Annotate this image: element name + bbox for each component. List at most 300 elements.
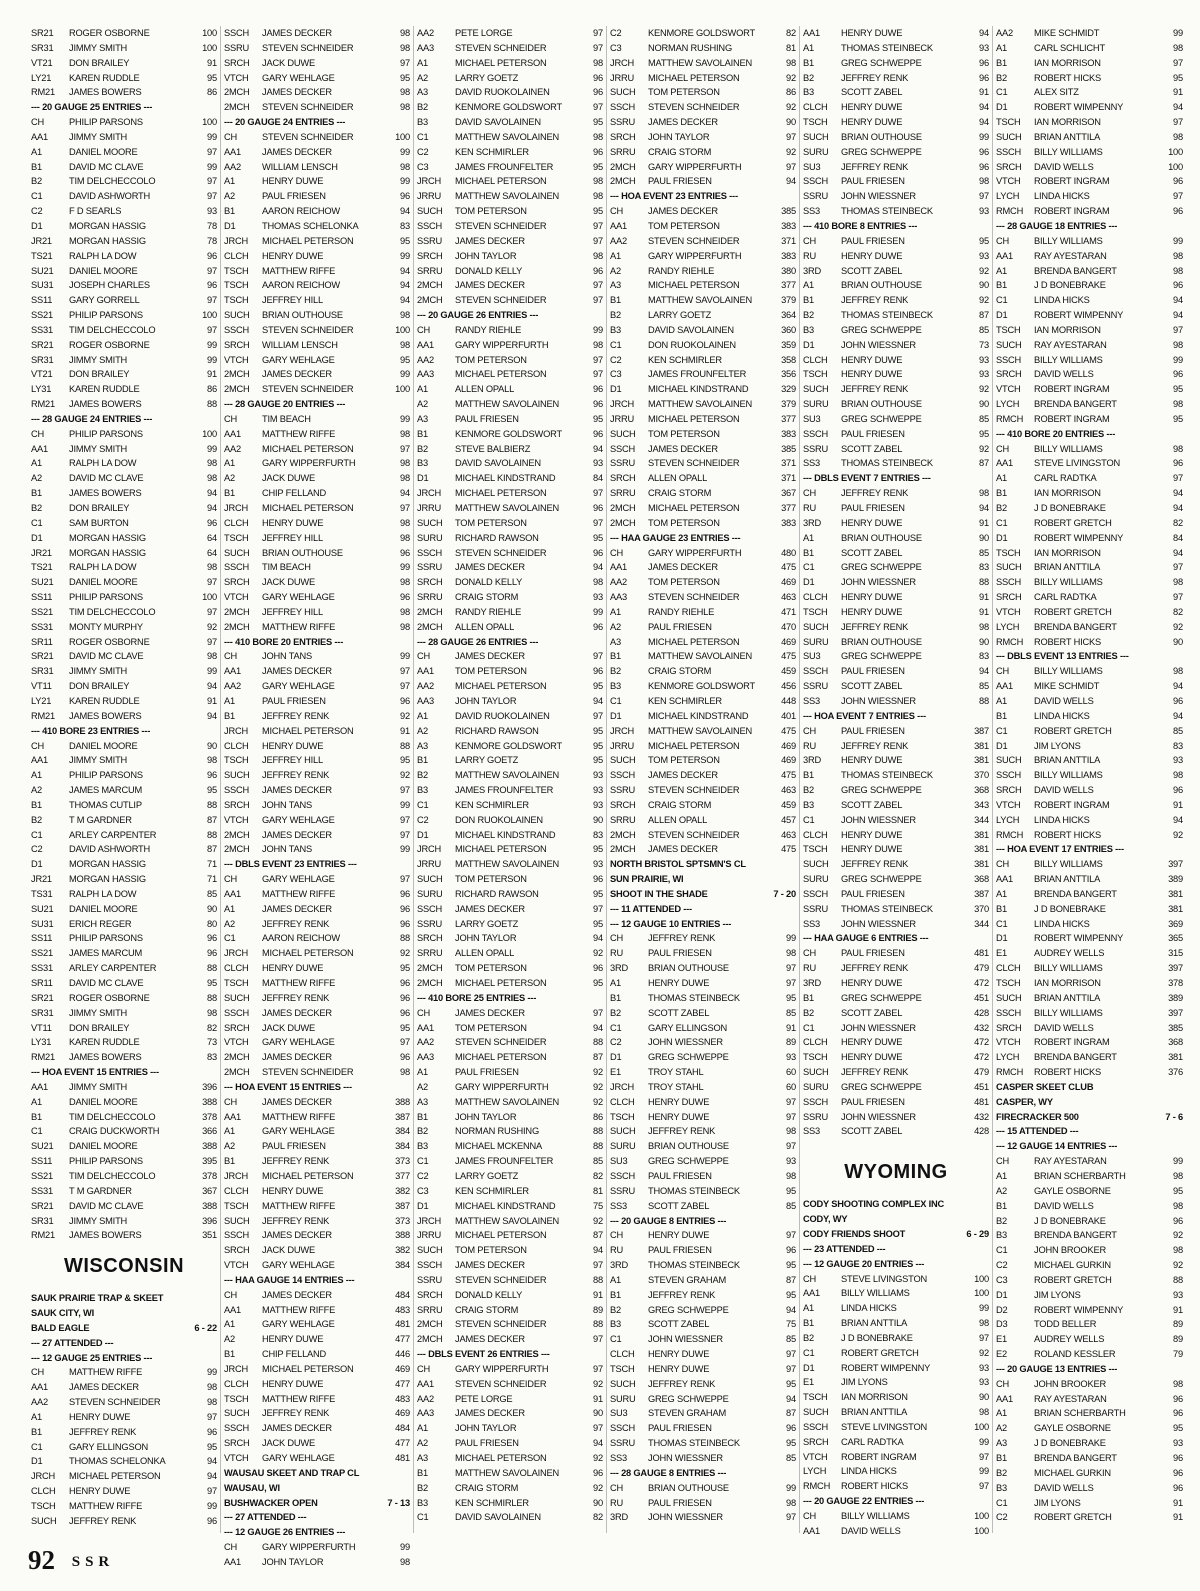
score-row [417,649,603,664]
score-value: 92 [786,146,796,157]
class-code: D3 [996,1319,1008,1330]
score-value: 92 [400,710,410,721]
score-row [803,1110,989,1125]
shooter-name: SAM BURTON [69,517,129,528]
shooter-name: KENMORE GOLDSWORT [455,740,562,751]
class-code: D2 [996,1304,1008,1315]
class-code: RU [803,503,817,513]
shooter-name: F D SEARLS [69,206,122,217]
shooter-name: GREG SCHWEPPE [841,324,922,335]
score-row [31,531,217,546]
shooter-name: KAREN RUDDLE [69,1037,140,1048]
score-value: 98 [786,1126,796,1137]
score-value: 90 [979,280,989,291]
score-row [996,442,1183,457]
score-row [996,323,1183,338]
score-row [996,1317,1183,1332]
score-value: 343 [974,799,989,810]
score-row [224,1406,410,1421]
score-row [224,249,410,264]
score-value: 463 [781,785,796,796]
event-header: --- 12 GAUGE 14 ENTRIES --- [996,1141,1118,1152]
score-value: 94 [400,265,410,276]
page-number: 92 [28,1545,55,1575]
score-value: 100 [395,131,410,142]
score-row [610,664,796,679]
class-code: SU31 [31,280,54,291]
score-value: 83 [593,829,603,840]
score-row [417,560,603,575]
class-code: AA3 [417,1408,434,1419]
event-header: --- 12 GAUGE 10 ENTRIES --- [610,918,732,929]
score-row [417,739,603,754]
class-code: TSCH [224,755,249,766]
score-row [417,946,603,961]
class-code: SU21 [31,265,54,276]
event-header: --- 20 GAUGE 13 ENTRIES --- [996,1363,1118,1374]
score-value: 97 [786,1096,796,1107]
score-value: 98 [1173,250,1183,261]
class-code: SSCH [224,562,250,573]
score-value: 99 [400,369,410,380]
score-row [803,783,989,798]
score-row [610,382,796,397]
score-row [803,1316,989,1331]
score-row [803,41,989,56]
shooter-name: ARLEY CARPENTER [69,963,157,974]
class-code: A2 [417,1081,428,1092]
shooter-name: KEN SCHMIRLER [455,146,529,157]
shooter-name: JEFFREY RENK [69,1426,137,1437]
class-code: SSCH [996,770,1022,781]
shooter-name: ROBERT HICKS [1034,636,1101,647]
shooter-name: PHILIP PARSONS [69,933,143,944]
score-row [996,516,1183,531]
score-value: 329 [781,384,796,395]
class-code: SSCH [610,443,636,454]
score-row [610,709,796,724]
class-code: CLCH [224,963,249,974]
score-value: 91 [979,517,989,528]
score-row [996,264,1183,279]
shooter-name: SCOTT ZABEL [841,681,903,692]
score-row [417,501,603,516]
class-code: CH [803,725,817,736]
shooter-name: THOMAS STEINBECK [648,1260,740,1271]
score-value: 99 [400,844,410,855]
class-code: B1 [224,1349,235,1360]
shooter-name: DAVID SAVOLAINEN [648,324,734,335]
class-code: AA1 [803,28,820,38]
score-row [417,887,603,902]
score-row [31,1139,217,1154]
class-code: A1 [224,176,235,187]
score-row [803,531,989,546]
shooter-name: HENRY DUWE [648,1349,710,1360]
score-value: 94 [207,1456,217,1467]
score-row [417,1288,603,1303]
shooter-name: MICHAEL PETERSON [455,681,547,692]
class-code: SRCH [610,799,636,810]
shooter-name: JIMMY SMITH [69,1215,128,1226]
shooter-name: DAVID MC CLAVE [69,1200,144,1211]
shooter-name: JAMES DECKER [455,1408,525,1419]
class-code: B1 [803,547,814,558]
club-info: WAUSAU SKEET AND TRAP CL [224,1467,360,1478]
score-row [31,264,217,279]
shooter-name: HENRY DUWE [262,517,324,528]
class-code: B3 [803,324,814,335]
shooter-name: JAMES DECKER [262,1423,332,1434]
class-code: A1 [31,1096,42,1107]
results-column [221,26,414,1567]
event-header: --- 28 GAUGE 18 ENTRIES --- [996,220,1118,231]
page-footer [28,1545,114,1576]
score-row [803,1479,989,1494]
score-value: 98 [786,57,796,68]
shooter-name: JAMES DECKER [648,770,718,781]
shooter-name: PAUL FRIESEN [841,176,905,187]
score-row [31,308,217,323]
shooter-name: RALPH LA DOW [69,888,137,899]
score-row [610,501,796,516]
score-row [803,560,989,575]
shooter-name: ALLEN OPALL [455,621,515,632]
shooter-name: JEFFREY RENK [648,1289,716,1300]
shooter-name: JAMES DECKER [455,651,525,662]
class-code: C1 [996,1245,1008,1256]
class-code: SSCH [417,547,443,558]
class-code: JRRU [417,1230,441,1241]
score-value: 99 [1173,1156,1183,1167]
score-value: 98 [207,458,217,469]
shooter-name: THOMAS STEINBECK [841,42,933,53]
score-value: 100 [974,1511,989,1521]
class-code: CH [417,651,431,662]
class-code: SSCH [417,1260,443,1271]
shooter-name: JACK DUWE [262,473,315,484]
shooter-name: TIM DELCHECCOLO [69,1111,156,1122]
score-value: 95 [593,888,603,899]
class-code: 2MCH [417,621,443,632]
score-row [224,1050,410,1065]
score-row [224,412,410,427]
class-code: CH [610,1230,624,1241]
score-value: 85 [979,413,989,424]
shooter-name: JEFFREY RENK [841,740,909,751]
shooter-name: HENRY DUWE [648,1230,710,1241]
shooter-name: DON BRAILEY [69,1022,130,1033]
score-row [224,427,410,442]
score-value: 98 [207,1397,217,1408]
class-code: C1 [803,562,815,573]
shooter-name: TOM PETERSON [455,517,527,528]
score-row [31,917,217,932]
score-value: 92 [1173,1260,1183,1271]
shooter-name: MICHAEL PETERSON [262,503,354,513]
shooter-name: JACK DUWE [262,57,315,68]
score-row [224,1199,410,1214]
class-code: SSCH [996,577,1022,588]
class-code: SUCH [417,874,443,885]
score-row [224,26,410,41]
score-row [31,427,217,442]
shooter-name: MIKE SCHMIDT [1034,28,1100,38]
class-code: B1 [996,903,1007,914]
score-value: 92 [593,1067,603,1078]
score-value: 370 [974,770,989,781]
score-value: 89 [1173,1334,1183,1345]
score-value: 93 [593,770,603,781]
score-value: 94 [593,562,603,573]
score-row [610,1273,796,1288]
class-code: B2 [31,503,42,513]
shooter-name: DAVID WELLS [1034,1022,1094,1033]
score-value: 96 [207,1426,217,1437]
score-value: 98 [400,339,410,350]
class-code: SUCH [417,517,443,528]
score-row [31,1214,217,1229]
event-header: --- 410 BORE 25 ENTRIES --- [417,992,537,1003]
score-row [610,1332,796,1347]
score-row [996,575,1183,590]
score-value: 484 [395,1289,410,1300]
score-value: 97 [786,161,796,172]
shooter-name: MATTHEW SAVOLAINEN [455,131,560,142]
score-value: 388 [202,1096,217,1107]
class-code: TSCH [610,1363,635,1374]
event-header: --- HAA GAUGE 14 ENTRIES --- [224,1274,355,1285]
score-row [996,456,1183,471]
shooter-name: HENRY DUWE [262,1334,324,1345]
event-header: --- 410 BORE 20 ENTRIES --- [224,636,344,647]
class-code: A1 [31,146,42,157]
score-row [803,115,989,130]
class-code: B1 [803,1318,814,1329]
class-code: VT11 [31,681,52,692]
score-value: 95 [786,992,796,1003]
score-value: 97 [593,1007,603,1018]
score-value: 97 [593,102,603,113]
shooter-name: LINDA HICKS [1034,191,1090,202]
class-code: SUCH [803,384,829,395]
magazine-brand: SSR [71,1554,115,1571]
class-code: SSCH [803,1421,829,1432]
score-row [31,1006,217,1021]
shooter-name: GREG SCHWEPPE [648,1052,729,1063]
class-code: 2MCH [610,517,636,528]
score-value: 368 [974,874,989,885]
score-value: 383 [781,250,796,261]
score-row [610,1347,796,1362]
score-row [31,590,217,605]
class-code: AA1 [417,1378,434,1389]
shooter-name: SCOTT ZABEL [841,799,903,810]
class-code: A1 [996,265,1007,276]
score-value: 97 [979,191,989,202]
score-row [417,1273,603,1288]
score-value: 96 [207,250,217,261]
shooter-name: MATTHEW RIFFE [262,1200,336,1211]
class-code: C2 [31,844,43,855]
score-row [31,798,217,813]
shooter-name: BRIAN ANTTILA [1034,874,1101,885]
score-value: 84 [593,473,603,484]
class-code: TSCH [996,547,1021,558]
shooter-name: PAUL FRIESEN [841,888,905,899]
shooter-name: DAVID WELLS [1034,369,1094,380]
score-row [224,753,410,768]
class-code: AA1 [803,1525,820,1536]
score-row [224,813,410,828]
event-header: --- HOA EVENT 23 ENTRIES --- [610,191,738,202]
shooter-name: MORGAN HASSIG [69,220,146,231]
score-value: 97 [1173,324,1183,335]
shooter-name: MORGAN HASSIG [69,859,146,870]
event-header: --- DBLS EVENT 23 ENTRIES --- [224,859,357,870]
score-row [803,501,989,516]
score-value: 87 [207,814,217,825]
shooter-name: JEFFREY RENK [262,1408,330,1419]
class-code: SRCH [417,933,443,944]
class-code: SU3 [610,1156,628,1167]
shooter-name: JAMES DECKER [455,1007,525,1018]
score-row [996,931,1183,946]
class-code: CLCH [224,517,249,528]
class-code: B3 [417,1497,428,1508]
shooter-name: J D BONEBRAKE [841,1332,913,1343]
shooter-name: THOMAS STEINBECK [841,458,933,469]
score-value: 97 [593,710,603,721]
score-value: 90 [1173,636,1183,647]
class-code: TSCH [224,1393,249,1404]
class-code: SSCH [996,1007,1022,1018]
class-code: SRCH [996,785,1022,796]
class-code: SSCH [224,1423,250,1434]
score-row [803,174,989,189]
shooter-name: JOHN BROOKER [1034,1245,1106,1256]
score-row [224,1288,410,1303]
class-code: A1 [610,250,621,261]
class-code: JRCH [417,176,441,187]
shooter-name: GARY WEHLAGE [262,1126,335,1137]
shooter-name: JACK DUWE [262,577,315,588]
score-value: 60 [786,1081,796,1092]
shooter-name: JACK DUWE [262,1022,315,1033]
club-info: CASPER SKEET CLUB [996,1081,1094,1092]
class-code: 3RD [803,265,821,276]
score-value: 380 [781,265,796,276]
class-code: TSCH [803,844,828,855]
score-row [224,917,410,932]
score-value: 92 [1173,621,1183,632]
score-value: 97 [593,295,603,306]
score-value: 90 [979,532,989,543]
shooter-name: PHILIP PARSONS [69,592,143,603]
score-row [996,501,1183,516]
score-value: 100 [202,592,217,603]
score-value: 480 [781,547,796,558]
score-value: 92 [400,770,410,781]
score-value: 477 [395,1378,410,1389]
class-code: SSRU [224,42,250,53]
score-row [31,560,217,575]
class-code: JRRU [610,72,634,83]
score-row [31,1080,217,1095]
score-row [31,1514,217,1529]
class-code: 2MCH [417,1334,443,1345]
score-value: 88 [593,1037,603,1048]
score-value: 96 [207,1515,217,1526]
shooter-name: ROBERT INGRAM [1034,206,1110,217]
score-row [417,813,603,828]
score-value: 100 [974,1421,989,1432]
event-header: --- DBLS EVENT 13 ENTRIES --- [996,651,1129,662]
shooter-name: BRENDA BANGERT [1034,888,1117,899]
score-row [224,234,410,249]
score-row [417,293,603,308]
score-value: 85 [207,888,217,899]
score-row [417,1154,603,1169]
score-row [803,1435,989,1450]
class-code: B1 [610,1289,621,1300]
score-row [31,946,217,961]
class-code: E1 [803,1377,814,1388]
class-code: C3 [610,369,622,380]
class-code: C1 [610,339,622,350]
score-value: 385 [1168,1022,1183,1033]
score-value: 96 [786,1245,796,1256]
score-value: 98 [400,532,410,543]
score-row [610,1110,796,1125]
shooter-name: PETE LORGE [455,28,513,38]
shooter-name: PAUL FRIESEN [648,1497,712,1508]
shooter-name: KENMORE GOLDSWORT [648,681,755,692]
event-header: --- 28 GAUGE 8 ENTRIES --- [610,1467,727,1478]
shooter-name: DON BRAILEY [69,57,130,68]
score-value: 86 [593,1111,603,1122]
score-row [996,204,1183,219]
score-value: 360 [781,324,796,335]
class-code: SS31 [31,324,53,335]
class-code: B1 [803,295,814,306]
score-row [224,1021,410,1036]
shooter-name: BRIAN OUTHOUSE [262,547,343,558]
score-row [31,278,217,293]
score-row [803,575,989,590]
class-code: CH [224,651,238,662]
shooter-name: RICHARD RAWSON [455,888,539,899]
score-value: 377 [781,503,796,513]
shooter-name: ROBERT INGRAM [1034,413,1110,424]
score-value: 93 [1173,1289,1183,1300]
score-value: 378 [1168,978,1183,988]
shooter-name: ROGER OSBORNE [69,339,150,350]
event-header: --- 410 BORE 23 ENTRIES --- [31,725,151,736]
score-row [803,308,989,323]
score-value: 382 [395,1185,410,1196]
score-value: 428 [974,1007,989,1018]
shooter-name: JOHN WIESSNER [841,577,916,588]
score-row [803,264,989,279]
score-value: 97 [786,1230,796,1241]
class-code: SRCH [224,799,250,810]
score-row [610,1377,796,1392]
score-value: 100 [1168,146,1183,157]
shooter-name: JOHN TAYLOR [455,1423,517,1434]
shooter-name: BRENDA BANGERT [1034,265,1117,276]
score-row [803,26,989,41]
